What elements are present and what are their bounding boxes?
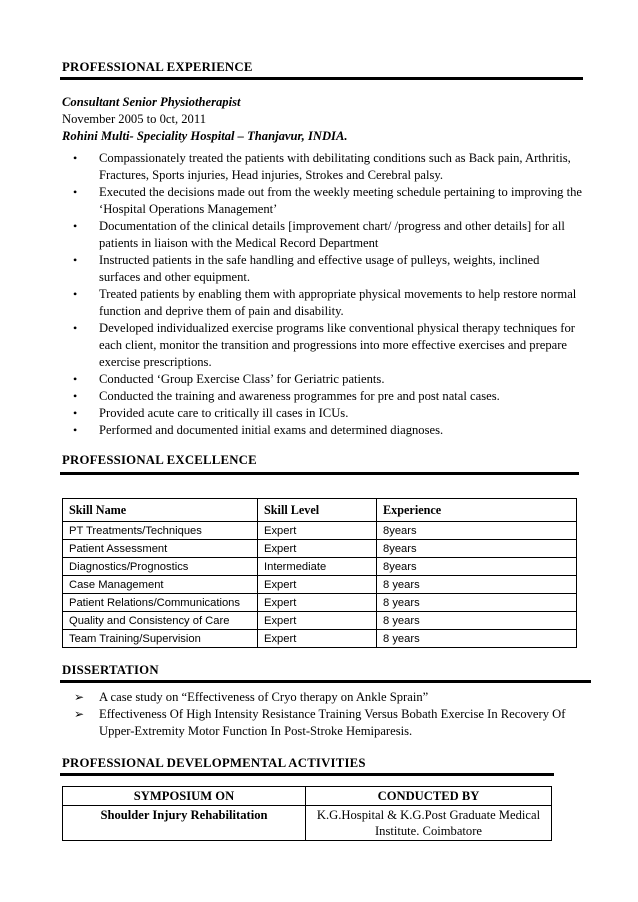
symposium-header-row	[63, 787, 552, 806]
header-conducted-by: CONDUCTED BY	[306, 787, 552, 806]
arrow-bullet-icon: ➢	[74, 690, 85, 704]
job-role: Consultant Senior Physiotherapist	[62, 95, 241, 109]
experience-cell: 8years	[377, 522, 577, 540]
experience-cell: 8 years	[377, 630, 577, 648]
table-row	[63, 630, 577, 648]
skill-name-cell: Patient Relations/Communications	[63, 594, 258, 612]
dissertation-list	[62, 689, 582, 740]
duty-item: • Instructed patients in the safe handling and effective usage of pulleys, weights, inclined surfaces and other equipment.	[73, 253, 540, 284]
skill-level-cell: Expert	[258, 612, 377, 630]
bullet-icon: •	[73, 151, 78, 165]
experience-rule	[60, 77, 583, 80]
experience-cell: 8 years	[377, 612, 577, 630]
arrow-bullet-icon: ➢	[74, 707, 85, 721]
skill-level-cell: Expert	[258, 576, 377, 594]
bullet-icon: •	[73, 423, 78, 437]
dissertation-item: ➢ A case study on “Effectiveness of Cryo therapy on Ankle Sprain”	[74, 690, 429, 704]
skills-header-row	[63, 499, 577, 522]
duties-list	[62, 150, 582, 439]
skill-level-cell: Expert	[258, 594, 377, 612]
symposium-topic-cell: Shoulder Injury Rehabilitation	[63, 806, 306, 841]
table-row	[63, 522, 577, 540]
table-row	[63, 612, 577, 630]
job-details	[62, 94, 348, 145]
header-skill-name: Skill Name	[63, 499, 258, 522]
experience-section-title: PROFESSIONAL EXPERIENCE	[62, 60, 253, 74]
skill-name-cell: Team Training/Supervision	[63, 630, 258, 648]
bullet-icon: •	[73, 389, 78, 403]
skill-name-cell: PT Treatments/Techniques	[63, 522, 258, 540]
symposium-organizer-cell: K.G.Hospital & K.G.Post Graduate Medical Institute. Coimbatore	[306, 806, 552, 841]
header-symposium-on: SYMPOSIUM ON	[63, 787, 306, 806]
development-section-title: PROFESSIONAL DEVELOPMENTAL ACTIVITIES	[62, 756, 366, 770]
skills-table	[62, 498, 577, 648]
skill-name-cell: Quality and Consistency of Care	[63, 612, 258, 630]
skill-name-cell: Diagnostics/Prognostics	[63, 558, 258, 576]
job-hospital: Rohini Multi- Speciality Hospital – Thanjavur, INDIA.	[62, 129, 348, 143]
table-row	[63, 558, 577, 576]
duty-item: • Performed and documented initial exams and determined diagnoses.	[73, 423, 444, 437]
duty-item: • Compassionately treated the patients with debilitating conditions such as Back pain, Arthritis, Fractures, Sports injuries, Head injuries, Strokes and Cerebral palsy.	[73, 151, 571, 182]
experience-cell: 8 years	[377, 576, 577, 594]
skill-level-cell: Expert	[258, 630, 377, 648]
excellence-section-title: PROFESSIONAL EXCELLENCE	[62, 453, 257, 467]
table-row	[63, 806, 552, 841]
table-row	[63, 540, 577, 558]
bullet-icon: •	[73, 185, 78, 199]
experience-cell: 8years	[377, 540, 577, 558]
duty-item: • Documentation of the clinical details [improvement chart/ /progress and other details] for all patients in liaison with the Medical Record Department	[73, 219, 565, 250]
duty-item: • Executed the decisions made out from the weekly meeting schedule pertaining to improving the ‘Hospital Operations Management’	[73, 185, 582, 216]
bullet-icon: •	[73, 287, 78, 301]
duty-item: • Treated patients by enabling them with appropriate physical movements to help restore normal function and deprive them of pain and disability.	[73, 287, 577, 318]
skill-level-cell: Expert	[258, 540, 377, 558]
development-rule	[60, 773, 554, 776]
dissertation-rule	[60, 680, 591, 683]
bullet-icon: •	[73, 253, 78, 267]
duty-item: • Provided acute care to critically ill cases in ICUs.	[73, 406, 349, 420]
bullet-icon: •	[73, 219, 78, 233]
dissertation-section-title: DISSERTATION	[62, 663, 159, 677]
duty-item: • Conducted ‘Group Exercise Class’ for Geriatric patients.	[73, 372, 385, 386]
skill-name-cell: Case Management	[63, 576, 258, 594]
experience-cell: 8 years	[377, 594, 577, 612]
skill-name-cell: Patient Assessment	[63, 540, 258, 558]
skill-level-cell: Expert	[258, 522, 377, 540]
experience-cell: 8years	[377, 558, 577, 576]
excellence-rule	[60, 472, 579, 475]
symposium-table	[62, 786, 552, 841]
table-row	[63, 576, 577, 594]
job-period: November 2005 to 0ct, 2011	[62, 112, 206, 126]
header-skill-level: Skill Level	[258, 499, 377, 522]
table-row	[63, 594, 577, 612]
dissertation-item: ➢ Effectiveness Of High Intensity Resistance Training Versus Bobath Exercise In Recovery Of Upper-Extremity Motor Function In Post-Stroke Hemiparesis.	[74, 707, 566, 738]
header-experience: Experience	[377, 499, 577, 522]
bullet-icon: •	[73, 372, 78, 386]
skill-level-cell: Intermediate	[258, 558, 377, 576]
bullet-icon: •	[73, 321, 78, 335]
bullet-icon: •	[73, 406, 78, 420]
duty-item: • Developed individualized exercise programs like conventional physical therapy techniques for each client, monitor the transition and progressions into more effective exercises and prepare exercise prescriptions.	[73, 321, 575, 369]
duty-item: • Conducted the training and awareness programmes for pre and post natal cases.	[73, 389, 500, 403]
